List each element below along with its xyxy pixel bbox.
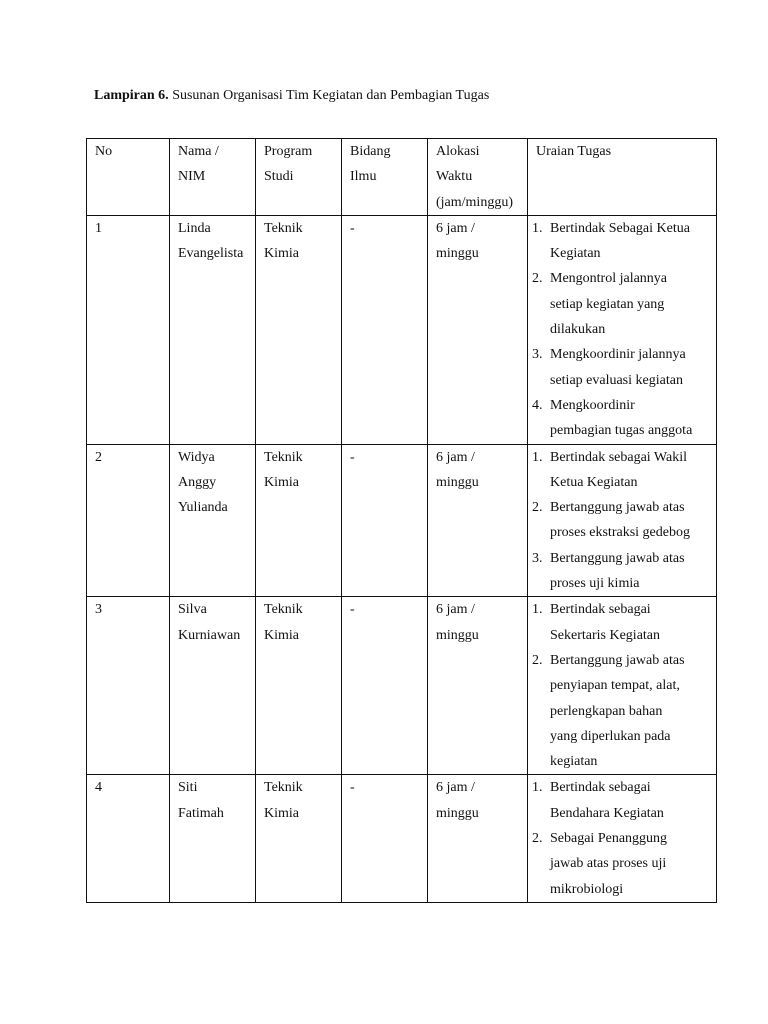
- cell-text: Evangelista: [178, 246, 244, 262]
- task-number: 4.: [532, 397, 543, 413]
- task-item: [532, 216, 712, 267]
- cell-text: Kimia: [264, 474, 299, 490]
- task-list: [532, 445, 712, 597]
- header-uraian: [528, 139, 717, 216]
- header-alokasi: [428, 139, 528, 216]
- header-nama: [170, 139, 256, 216]
- cell-alokasi: [428, 444, 528, 597]
- cell-text: 3: [95, 602, 102, 618]
- caption-label: Lampiran 6.: [94, 88, 169, 103]
- cell-program: [256, 775, 342, 902]
- cell-text: Kimia: [264, 627, 299, 643]
- table-row: [87, 597, 717, 775]
- task-text: dilakukan: [550, 322, 606, 338]
- cell-text: 6 jam /: [436, 449, 475, 465]
- cell-uraian-tugas: [528, 597, 717, 775]
- task-item: [532, 393, 712, 444]
- cell-text: Kimia: [264, 246, 299, 262]
- header-no: [87, 139, 170, 216]
- cell-text: 2: [95, 449, 102, 465]
- header-line: Nama /: [178, 144, 219, 159]
- cell-text: Teknik: [264, 220, 303, 236]
- task-text: Bertindak Sebagai Ketua: [550, 220, 690, 236]
- task-number: 2.: [532, 652, 543, 668]
- organization-table: [86, 138, 717, 903]
- header-line: Ilmu: [350, 169, 377, 185]
- task-text: perlengkapan bahan: [550, 703, 663, 719]
- task-item: [532, 775, 712, 826]
- cell-uraian-tugas: [528, 215, 717, 444]
- cell-text: -: [350, 449, 355, 465]
- header-line: Uraian Tugas: [536, 144, 612, 159]
- cell-program: [256, 597, 342, 775]
- cell-text: 4: [95, 780, 102, 796]
- task-text: Bertindak sebagai Wakil: [550, 449, 688, 465]
- header-line: Waktu: [436, 169, 473, 185]
- task-text: setiap kegiatan yang: [550, 296, 665, 312]
- header-line: Program: [264, 144, 313, 159]
- task-list: [532, 597, 712, 774]
- cell-text: 6 jam /: [436, 220, 475, 236]
- cell-bidang: [342, 597, 428, 775]
- cell-text: 1: [95, 220, 102, 236]
- task-number: 1.: [532, 602, 543, 618]
- header-program: [256, 139, 342, 216]
- task-item: [532, 342, 712, 393]
- task-item: [532, 445, 712, 496]
- header-line: Alokasi: [436, 144, 480, 159]
- cell-text: -: [350, 220, 355, 236]
- task-text: mikrobiologi: [550, 881, 624, 897]
- task-text: Bertanggung jawab atas: [550, 652, 685, 668]
- header-line: No: [95, 144, 113, 159]
- task-list: [532, 216, 712, 444]
- cell-text: Teknik: [264, 602, 303, 618]
- task-text: Mengkoordinir jalannya: [550, 347, 686, 363]
- cell-alokasi: [428, 775, 528, 902]
- task-text: penyiapan tempat, alat,: [550, 678, 680, 694]
- task-text: proses uji kimia: [550, 576, 640, 592]
- cell-no: [87, 444, 170, 597]
- cell-no: [87, 215, 170, 444]
- task-number: 2.: [532, 271, 543, 287]
- task-text: Sebagai Penanggung: [550, 831, 668, 847]
- header-bidang: [342, 139, 428, 216]
- task-text: pembagian tugas anggota: [550, 423, 693, 439]
- task-number: 2.: [532, 831, 543, 847]
- cell-nama: [170, 444, 256, 597]
- task-text: Bertanggung jawab atas: [550, 550, 685, 566]
- task-number: 2.: [532, 500, 543, 516]
- cell-text: Linda: [178, 220, 211, 236]
- document-caption: [94, 87, 489, 105]
- table-row: [87, 444, 717, 597]
- cell-no: [87, 597, 170, 775]
- task-text: setiap evaluasi kegiatan: [550, 372, 683, 388]
- cell-text: 6 jam /: [436, 780, 475, 796]
- cell-text: -: [350, 780, 355, 796]
- cell-text: Teknik: [264, 780, 303, 796]
- task-number: 1.: [532, 220, 543, 236]
- task-text: proses ekstraksi gedebog: [550, 525, 690, 541]
- cell-no: [87, 775, 170, 902]
- cell-text: Kurniawan: [178, 627, 241, 643]
- cell-text: Kimia: [264, 805, 299, 821]
- task-text: Bendahara Kegiatan: [550, 805, 664, 821]
- task-number: 3.: [532, 550, 543, 566]
- table-row: [87, 775, 717, 902]
- cell-text: minggu: [436, 627, 479, 643]
- task-number: 3.: [532, 347, 543, 363]
- task-text: Bertanggung jawab atas: [550, 500, 685, 516]
- task-item: [532, 826, 712, 902]
- header-line: (jam/minggu): [436, 194, 513, 210]
- task-number: 1.: [532, 449, 543, 465]
- task-text: kegiatan: [550, 754, 598, 770]
- cell-text: 6 jam /: [436, 602, 475, 618]
- task-text: Mengkoordinir: [550, 397, 635, 413]
- cell-alokasi: [428, 597, 528, 775]
- task-list: [532, 775, 712, 901]
- header-line: NIM: [178, 169, 206, 185]
- cell-text: Yulianda: [178, 500, 228, 516]
- task-text: Ketua Kegiatan: [550, 474, 638, 490]
- cell-text: Teknik: [264, 449, 303, 465]
- cell-text: Fatimah: [178, 805, 224, 821]
- task-text: jawab atas proses uji: [550, 856, 667, 872]
- task-number: 1.: [532, 780, 543, 796]
- cell-text: minggu: [436, 246, 479, 262]
- cell-program: [256, 444, 342, 597]
- header-line: Bidang: [350, 144, 391, 159]
- cell-nama: [170, 775, 256, 902]
- cell-text: Widya: [178, 449, 215, 465]
- table-row: [87, 215, 717, 444]
- caption-text: Susunan Organisasi Tim Kegiatan dan Pembagian Tugas: [172, 88, 490, 103]
- cell-nama: [170, 597, 256, 775]
- cell-nama: [170, 215, 256, 444]
- cell-uraian-tugas: [528, 775, 717, 902]
- cell-text: minggu: [436, 805, 479, 821]
- cell-text: Silva: [178, 602, 207, 618]
- task-text: Sekertaris Kegiatan: [550, 627, 661, 643]
- table-header-row: [87, 139, 717, 216]
- task-text: Kegiatan: [550, 246, 601, 262]
- task-item: [532, 495, 712, 546]
- cell-text: -: [350, 602, 355, 618]
- task-item: [532, 597, 712, 648]
- table-body: [87, 215, 717, 902]
- cell-alokasi: [428, 215, 528, 444]
- cell-text: minggu: [436, 474, 479, 490]
- cell-text: Siti: [178, 780, 198, 796]
- task-item: [532, 546, 712, 597]
- task-text: Mengontrol jalannya: [550, 271, 668, 287]
- task-text: Bertindak sebagai: [550, 780, 651, 796]
- cell-uraian-tugas: [528, 444, 717, 597]
- cell-bidang: [342, 444, 428, 597]
- task-item: [532, 266, 712, 342]
- task-text: yang diperlukan pada: [550, 728, 671, 744]
- task-item: [532, 648, 712, 774]
- header-line: Studi: [264, 169, 294, 185]
- cell-text: Anggy: [178, 474, 217, 490]
- cell-program: [256, 215, 342, 444]
- task-text: Bertindak sebagai: [550, 602, 651, 618]
- cell-bidang: [342, 775, 428, 902]
- cell-bidang: [342, 215, 428, 444]
